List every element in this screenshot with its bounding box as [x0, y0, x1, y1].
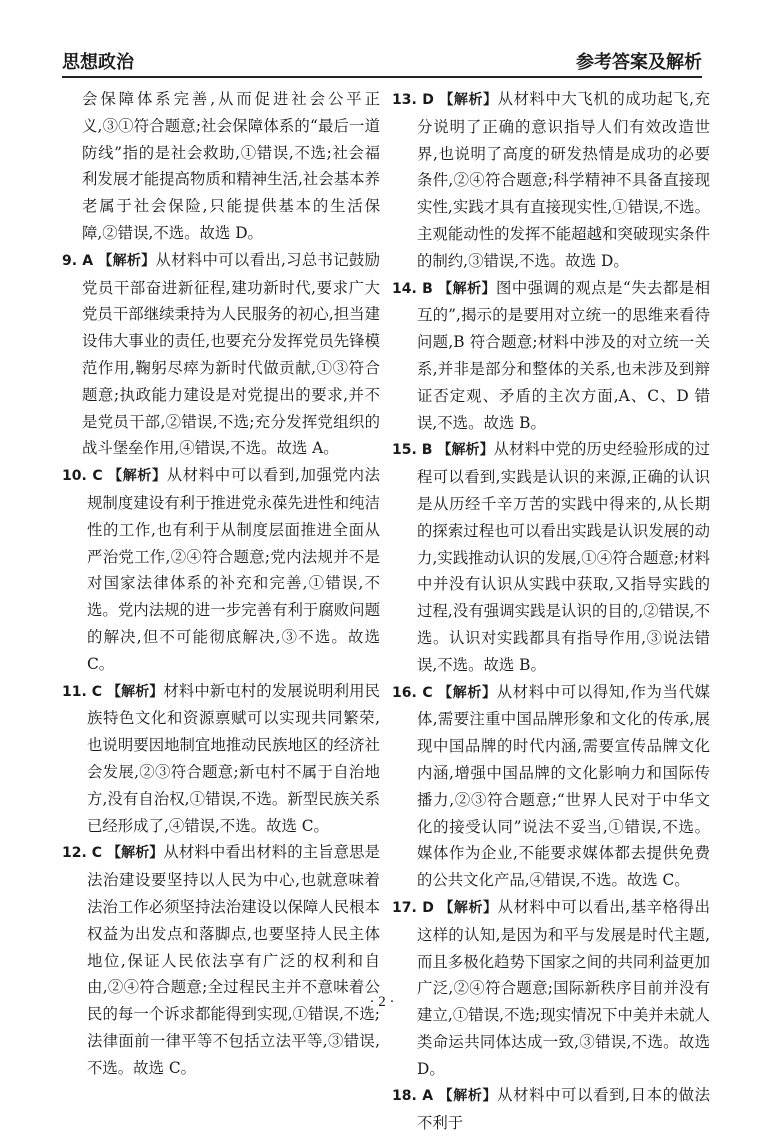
analysis-tag: 【解析】: [438, 1088, 498, 1105]
answer-number: 10. C: [62, 468, 103, 485]
answer-text: 从材料中可以看到,日本的做法不利于: [417, 1086, 710, 1133]
answer-8-continuation: [62, 86, 380, 247]
answer-text: 从材料中看出材料的主旨意思是法治建设要坚持以人民为中心,也就意味着法治工作必须坚持法治建设以保障人民根本权益为出发点和落脚点,也要坚持人民主体地位,保证人民依法享有广泛的权利和自由,②④符合题意;全过程民主并不意味着公民的每一个诉求都能得到实现,①错误,不选;法律面前一律平等不包括立法平等,③错误,不选。故选 C。: [87, 843, 380, 1077]
answer-number: 9. A: [62, 252, 94, 269]
analysis-tag: 【解析】: [107, 845, 164, 862]
answer-text: 会保障体系完善,从而促进社会公平正义,③①符合题意;社会保障体系的“最后一道防线”指的是社会救助,①错误,不选;社会福利发展才能提高物质和精神生活,社会基本养老属于社会保险,只能提供基本的生活保障,②错误,不选。故选 D。: [82, 90, 380, 242]
answer-18: [392, 1082, 710, 1137]
answer-number: 16. C: [392, 684, 433, 701]
answer-number: 15. B: [392, 442, 433, 459]
analysis-tag: 【解析】: [98, 252, 156, 269]
answer-text: 从材料中党的历史经验形成的过程可以看到,实践是认识的来源,正确的认识是从历经千辛万苦的实践中得来的,从长期的探索过程也可以看出实践是认识发展的动力,实践推动认识的发展,①④符合题意;材料中并没有认识从实践中获取,又指导实践的过程,没有强调实践是认识的目的,②错误,不选。认识对实践都具有指导作用,③说法错误,不选。故选 B。: [417, 440, 710, 674]
answer-11: [62, 678, 380, 840]
page-header: [62, 40, 702, 78]
answer-text: 从材料中可以得知,作为当代媒体,需要注重中国品牌形象和文化的传承,展现中国品牌的时代内涵,需要宣传品牌文化内涵,增强中国品牌的文化影响力和国际传播力,②③符合题意;“世界人民对于中华文化的接受认同”说法不妥当,①错误,不选。媒体作为企业,不能要求媒体都去提供免费的公共文化产品,④错误,不选。故选 C。: [417, 682, 710, 890]
answer-17: [392, 894, 710, 1083]
left-column: [62, 86, 380, 1081]
answer-10: [62, 462, 380, 677]
answer-text: 从材料中可以看到,加强党内法规制度建设有利于推进党永葆先进性和纯洁性的工作,也有利于从制度层面推进全面从严治党工作,②④符合题意;党内法规并不是对国家法律体系的补充和完善,①错误,不选。党内法规的进一步完善有利于腐败问题的解决,但不可能彻底解决,③不选。故选 C。: [87, 466, 380, 673]
answer-13: [392, 86, 710, 275]
answer-text: 从材料中可以看出,基辛格得出这样的认知,是因为和平与发展是时代主题,而且多极化趋势下国家之间的共同利益更加广泛,②④符合题意;国际新秩序目前并没有建立,①错误,不选;现实情况下中美并未就人类命运共同体达成一致,③错误,不选。故选 D。: [417, 897, 710, 1078]
analysis-tag: 【解析】: [437, 442, 494, 459]
answer-number: 18. A: [392, 1088, 434, 1105]
answer-16: [392, 679, 710, 894]
section-title: 参考答案及解析: [576, 52, 702, 73]
analysis-tag: 【解析】: [439, 899, 498, 916]
answer-text: 材料中新屯村的发展说明利用民族特色文化和资源禀赋可以实现共同繁荣,也说明要因地制宜地推动民族地区的经济社会发展,②③符合题意;新屯村不属于自治地方,没有自治权,①错误,不选。新型民族关系已经形成了,④错误,不选。故选 C。: [87, 681, 380, 835]
subject-title: 思想政治: [62, 52, 134, 73]
analysis-tag: 【解析】: [108, 468, 167, 485]
answer-15: [392, 436, 710, 678]
answer-text: 图中强调的观点是“失去都是相互的”,揭示的是要用对立统一的思维来看待问题,B 符合题意;材料中涉及的对立统一关系,并非是部分和整体的关系,也未涉及到辩证否定观、矛盾的主次方面,A、C、D 错误,不选。故选 B。: [417, 278, 710, 432]
page-number: · 2 ·: [369, 994, 395, 1010]
answer-number: 12. C: [62, 845, 103, 862]
analysis-tag: 【解析】: [438, 684, 497, 701]
answer-number: 17. D: [392, 899, 434, 916]
answer-text: 从材料中可以看出,习总书记鼓励党员干部奋进新征程,建功新时代,要求广大党员干部继续秉持为人民服务的初心,担当建设伟大事业的责任,也要充分发挥党员先锋模范作用,鞠躬尽瘁为新时代做贡献,①③符合题意;执政能力建设是对党提出的要求,并不是党员干部,②错误,不选;充分发挥党组织的战斗堡垒作用,④错误,不选。故选 A。: [82, 250, 380, 458]
answer-number: 11. C: [62, 683, 103, 700]
answer-9: [62, 247, 380, 462]
analysis-tag: 【解析】: [107, 683, 164, 700]
analysis-tag: 【解析】: [438, 280, 497, 297]
answer-number: 13. D: [392, 92, 434, 108]
right-column: [392, 86, 710, 1137]
answer-14: [392, 275, 710, 437]
analysis-tag: 【解析】: [439, 92, 498, 108]
answer-number: 14. B: [392, 280, 433, 297]
answer-text: 从材料中大飞机的成功起飞,充分说明了正确的意识指导人们有效改造世界,也说明了高度的研发热情是成功的必要条件,②④符合题意;科学精神不具备直接现实性,实践才具有直接现实性,①错误,不选。主观能动性的发挥不能超越和突破现实条件的制约,③错误,不选。故选 D。: [417, 90, 710, 270]
answer-12: [62, 839, 380, 1081]
